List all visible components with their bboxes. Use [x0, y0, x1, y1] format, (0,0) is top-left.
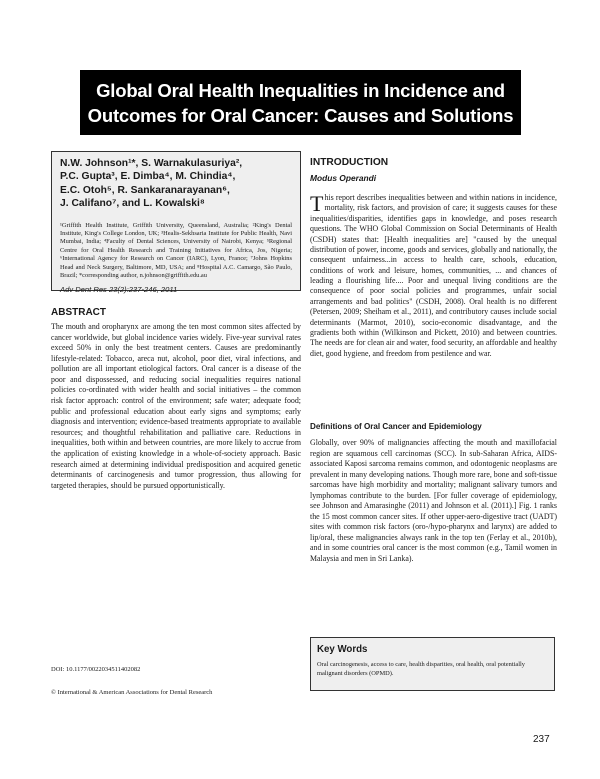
- definitions-body: Globally, over 90% of malignancies affecting the mouth and maxillofacial region are squamous cell carcinomas (SCC). In sub-Saharan Africa, AIDS-associated Kaposi sarcoma remains common, and odontogenic neoplasms are prevalent in many developing nations. Though more rare, bone and soft-tissue sarcomas have high morbidity and mortality; malignant salivary tumors and lymphomas contribute to the burden. [For fuller coverage of epidemiology, see Johnson and Amarasinghe (2011) and Johnson et al. (2011).] Fig. 1 ranks the 15 most common cancer sites. If other upper-aero-digestive tract (UADT) sites with common risk factors (oro-/hypo-pharynx and larynx) are added to lip/oral, these malignancies always rank in the top ten (Ferlay et al., 2010b), and in some countries oral cancer is the most common (e.g., Tamil women in Malaysia and men in Sri Lanka).: [310, 438, 557, 564]
- definitions-heading: Definitions of Oral Cancer and Epidemiology: [310, 422, 482, 431]
- author-line: J. Califano⁷, and L. Kowalski⁸: [60, 198, 205, 210]
- article-title-line-2: Outcomes for Oral Cancer: Causes and Solutions: [87, 104, 514, 126]
- author-line: N.W. Johnson¹*, S. Warnakulasuriya²,: [60, 158, 243, 169]
- introduction-body: [310, 193, 557, 359]
- affiliations: ¹Griffith Health Institute, Griffith University, Queensland, Australia; ²King's Dental Institute, King's College London, UK; ³Healis-Sekhsaria Institute for Public Health, Navi Mumbai, India; ⁴Faculty of Dental Sciences, University of Nairobi, Kenya; ⁵Regional Centre for Oral Health Research and Training Initiatives for Africa, Jos, Nigeria; ⁶International Agency for Research on Cancer (IARC), Lyon, France; ⁷Johns Hopkins Head and Neck Surgery, Baltimore, MD, USA; and ⁸Hospital A.C. Camargo, São Paulo, Brazil; *corresponding author, n.johnson@griffith.edu.au: [60, 221, 292, 280]
- author-info-box: [51, 151, 301, 295]
- introduction-heading: INTRODUCTION: [310, 157, 389, 168]
- drop-cap: T: [310, 191, 324, 216]
- author-line: E.C. Otoh⁵, R. Sankaranarayanan⁶,: [60, 184, 230, 196]
- key-words-text: Oral carcinogenesis, access to care, health disparities, oral health, oral potentially malignant disorders (OPMD).: [317, 661, 525, 677]
- key-words-box: [310, 637, 555, 691]
- article-title-line-1: Global Oral Health Inequalities in Incidence and: [96, 79, 505, 101]
- page-number: 237: [533, 734, 550, 745]
- introduction-text: his report describes inequalities between and within nations in incidence, mortality, risk factors, and provision of care; it suggests causes for these inequalities/disparities, identifies gaps in knowledge, and poses research questions. The WHO Global Commission on Social Determinants of Health (CSDH) states that: [Health inequalities are] "caused by the unequal distribution of power, income, goods and services, globally and nationally, the consequent unfairness...in access to health care, schools, education, conditions of work and leisure, homes, communities, ... and chances of leading a flourishing life.... Poor and unequal living conditions are the consequence of poor social policies and programmes, unfair social arrangements and bad politics" (CSDH, 2008). Oral health is no different (Petersen, 2009; Sheiham et al., 2011), and contributory causes include social determinants (Marmot, 2010), socio-economic disadvantage, and the gradients both within (Wilkinson and Pickett, 2010) and between countries. The needs are for clean air and water, food security, an affordable and healthy diet, good hygiene, and freedom from pestilence and war.: [310, 193, 557, 358]
- article-title-banner: [80, 70, 521, 135]
- modus-operandi-subheading: Modus Operandi: [310, 173, 377, 183]
- journal-citation: Adv Dent Res 23(2):237-246, 2011: [60, 285, 178, 295]
- abstract-heading: ABSTRACT: [51, 307, 106, 318]
- author-list: [60, 157, 292, 211]
- doi-text: DOI: 10.1177/0022034511402082: [51, 666, 141, 673]
- copyright-text: © International & American Associations for Dental Research: [51, 689, 213, 696]
- abstract-body: The mouth and oropharynx are among the ten most common sites affected by cancer worldwide, but global incidence varies widely. Five-year survival rates exceed 50% in only the best treatment centers. Causes are predominantly lifestyle-related: Tobacco, areca nut, alcohol, poor diet, viral infections, and pollution are all important etiological factors. Oral cancer is a disease of the poor and dispossessed, and reducing social inequalities requires national policies co-ordinated with wider health and social initiatives – the common risk factor approach: control of the environment; safe water; adequate food; public and professional education about early signs and symptoms; early diagnosis and intervention; evidence-based treatments appropriate to available resources; and thoughtful rehabilitation and palliative care. Reductions in inequalities, both within and between countries, are more likely to accrue from the application of existing knowledge in a whole-of-society approach. Basic research aimed at determining individual predisposition and acquired genetic determinants of carcinogenesis and tumor progression, thus allowing for targeted therapies, should be pursued opportunistically.: [51, 322, 301, 490]
- author-line: P.C. Gupta³, E. Dimba⁴, M. Chindia⁴,: [60, 171, 236, 183]
- key-words-heading: Key Words: [317, 644, 368, 655]
